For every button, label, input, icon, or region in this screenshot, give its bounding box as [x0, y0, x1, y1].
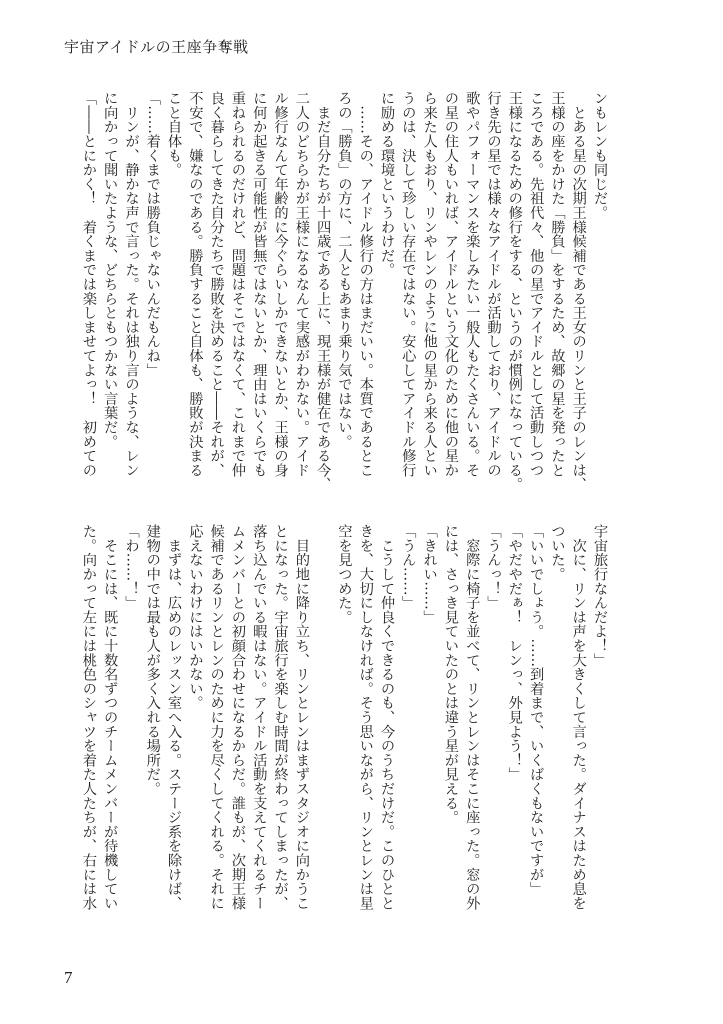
- text-line: 「わ……！」: [123, 524, 140, 610]
- text-line: の星の住人もいれば、アイドルという文化のために他の星か: [442, 91, 459, 478]
- text-line: まだ自分たちが十四歳である上に、現王様が健在である今、: [315, 91, 332, 492]
- text-line: 王様になるための修行をする、というのが慣例になっている。: [506, 91, 523, 492]
- text-line: こと自体も。: [166, 91, 183, 177]
- text-line: 「いいでしょう。……到着まで、いくばくもないですが」: [528, 524, 545, 896]
- text-line: 候補であるリンとレンのために力を尽くしてくれる。それに: [208, 524, 225, 911]
- text-line: ころである。先祖代々、他の星でアイドルとして活動しつつ: [528, 91, 545, 478]
- text-line: 「――とにかく！ 着くまでは楽しませてよっ！ 初めての: [80, 91, 97, 478]
- text-line: 行き先の星では様々なアイドルが活動しており、アイドルの: [485, 91, 502, 478]
- text-line: ろの「勝負」の方に、二人ともあまり乗り気ではない。: [336, 91, 353, 449]
- text-line: 重ねられるのだけれど、問題はそこではなくて、これまで仲: [229, 91, 246, 478]
- running-head-title: 宇宙アイドルの王座争奪戦: [64, 38, 249, 56]
- text-line: 良く暮らしてきた自分たちで勝敗を決めること――それが、: [208, 91, 225, 478]
- text-line: 「うんっ！」: [485, 524, 502, 610]
- page-number: 7: [64, 968, 73, 987]
- text-line: 落ち込んでいる暇はない。アイドル活動を支えてくれるチー: [251, 524, 268, 911]
- text-line: 二人のどちらかが王様になるなんて実感がわかない。アイド: [293, 91, 310, 478]
- text-line: きを、大切にしなければ。そう思いながら、リンとレンは星: [357, 524, 374, 911]
- text-line: 次に、リンは声を大きくして言った。ダイナスはため息を: [570, 524, 587, 911]
- text-line: ンもレンも同じだ。: [592, 91, 608, 220]
- text-line: 「きれい……」: [421, 524, 438, 625]
- text-line: に向かって聞いたような、どちらともつかない言葉だ。: [102, 91, 119, 449]
- text-line: とになった。宇宙旅行を楽しむ時間が終わってしまったが、: [272, 524, 289, 911]
- text-line: 「やだやだぁ！ レンっ、外見よう！」: [506, 524, 523, 782]
- text-line: 王様の座をかけた「勝負」をするため、故郷の星を発ったと: [549, 91, 566, 478]
- text-line: に何か起きる可能性が皆無ではないとか、理由はいくらでも: [251, 91, 268, 478]
- text-line: ついた。: [549, 524, 566, 582]
- text-line: [312, 524, 333, 926]
- text-line: 目的地に降り立ち、リンとレンはまずスタジオに向かうこ: [293, 524, 310, 911]
- text-line: 「うん……」: [400, 524, 417, 610]
- text-line: ……その、アイドル修行の方はまだいい。本質であるとこ: [357, 91, 374, 478]
- text-line: ら来た人もおり、リンやレンのように他の星から来る人とい: [421, 91, 438, 478]
- text-line: うのは、決して珍しい存在ではない。安心してアイドル修行: [400, 91, 417, 478]
- text-line: 窓際に椅子を並べて、リンとレンはそこに座った。窓の外: [464, 524, 481, 911]
- text-line: 空を見つめた。: [336, 524, 353, 625]
- text-line: 「……着くまでは勝負じゃないんだもんね」: [144, 91, 161, 377]
- text-line: 宇宙旅行なんだよ！」: [592, 524, 608, 667]
- text-block-lower: [77, 524, 610, 926]
- text-block-upper: [77, 91, 610, 493]
- text-line: 建物の中では最も人が多く入れる場所だ。: [144, 524, 161, 796]
- text-line: に励める環境というわけだ。: [379, 91, 396, 277]
- text-line: こうして仲良くできるのも、今のうちだけだ。このひとと: [379, 524, 396, 911]
- text-line: リンが、静かな声で言った。それは独り言のような、レン: [123, 91, 140, 478]
- text-line: た。向かって左には桃色のシャツを着た人たちが、右には水: [80, 524, 97, 911]
- text-line: 不安で、嫌なのである。勝負すること自体も、勝敗が決まる: [187, 91, 204, 478]
- text-line: ル修行なんて年齢的に今ぐらいしかできないとか、王様の身: [272, 91, 289, 478]
- text-line: とある星の次期王様候補である王女のリンと王子のレンは、: [570, 91, 587, 492]
- text-line: には、さっき見ていたのとは違う星が見える。: [442, 524, 459, 825]
- text-line: そこには、既に十数名ずつのチームメンバーが待機してい: [102, 524, 119, 911]
- text-line: まずは、広めのレッスン室へ入る。ステージ系を除けば、: [166, 524, 183, 911]
- text-line: 応えないわけにはいかない。: [187, 524, 204, 710]
- text-line: 歌やパフォーマンスを楽しみたい一般人もたくさんいる。そ: [464, 91, 481, 478]
- text-line: ムメンバーとの初顔合わせになるからだ。誰もが、次期王様: [229, 524, 246, 911]
